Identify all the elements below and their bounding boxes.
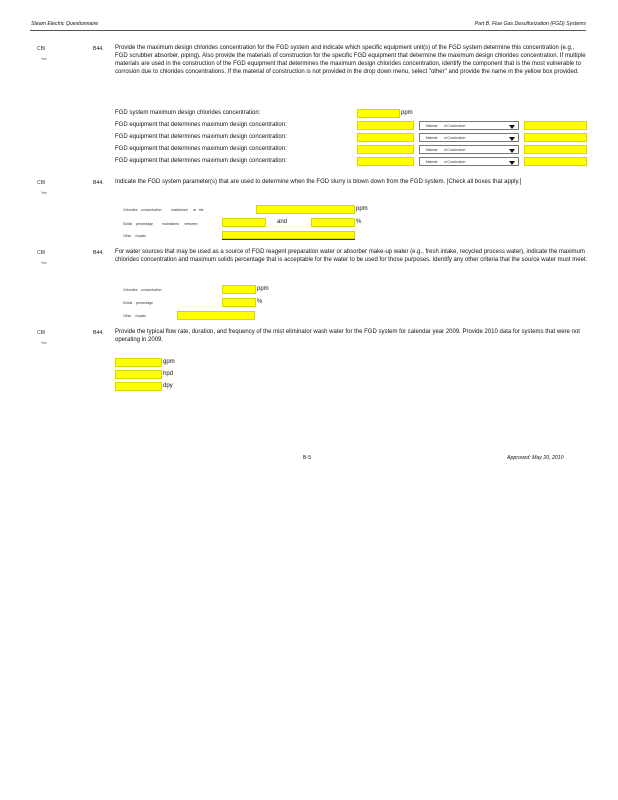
other-explain-field[interactable]: [222, 231, 355, 239]
unit-percent: %: [257, 299, 263, 305]
material-dropdown[interactable]: Material of Construction: [419, 121, 519, 130]
unit-ppm: ppm: [401, 110, 413, 116]
material-dropdown[interactable]: Material of Construction: [419, 145, 519, 154]
duration-field[interactable]: [115, 370, 162, 379]
equipment-field[interactable]: [357, 145, 414, 154]
question-text: For water sources that may be used as a source of FGD reagent preparation water or absorber make-up water (e.g., fresh intake, recycled process water), indicate the maximum chlorides concentration and maximum solids percentage that is acceptable for the water to be used for those purposes. Identify any other criteria that the source water must meet.: [115, 249, 588, 263]
equipment-field[interactable]: [357, 121, 414, 130]
chlorides-field[interactable]: [256, 205, 355, 214]
chlorides-field[interactable]: [222, 285, 256, 294]
other-material-field[interactable]: [524, 157, 587, 166]
other-criteria-field[interactable]: [177, 311, 255, 320]
cbi-label: CBI: [37, 46, 46, 52]
cbi-checkbox[interactable]: Yes: [41, 57, 47, 61]
unit-percent: %: [356, 219, 362, 225]
equipment-label: FGD equipment that determines maximum design concentration:: [115, 158, 287, 164]
cbi-checkbox[interactable]: Yes: [41, 341, 47, 345]
chevron-down-icon: [509, 149, 515, 153]
question-number: B44.: [93, 250, 104, 256]
cbi-label: CBI: [37, 180, 46, 186]
option-other[interactable]: Other explain: [123, 234, 147, 238]
option-chlorides: Chlorides concentration: [123, 288, 162, 292]
unit-dpy: dpy: [163, 383, 173, 389]
option-chlorides[interactable]: Chlorides concentration maintained at the: [123, 208, 204, 212]
option-solids: Solids percentage: [123, 301, 153, 305]
approval-date: Approved: May 20, 2010: [507, 455, 564, 461]
solids-max-field[interactable]: [311, 218, 355, 227]
equipment-label: FGD equipment that determines maximum design concentration:: [115, 146, 287, 152]
max-concentration-label: FGD system maximum design chlorides concentration:: [115, 110, 261, 116]
solids-field[interactable]: [222, 298, 256, 307]
question-number: B44.: [93, 46, 104, 52]
frequency-field[interactable]: [115, 382, 162, 391]
other-material-field[interactable]: [524, 121, 587, 130]
equipment-field[interactable]: [357, 157, 414, 166]
header-rule: [30, 30, 586, 31]
chevron-down-icon: [509, 161, 515, 165]
material-dropdown[interactable]: Material of Construction: [419, 157, 519, 166]
equipment-label: FGD equipment that determines maximum design concentration:: [115, 134, 287, 140]
question-text: Provide the typical flow rate, duration, and frequency of the mist eliminator wash water for the FGD system for calendar year 2009. Provide 2010 data for systems that were not operating in 2009.: [115, 329, 580, 343]
cbi-label: CBI: [37, 250, 46, 256]
unit-hpd: hpd: [163, 371, 174, 377]
option-other: Other explain: [123, 314, 147, 318]
unit-gpm: gpm: [163, 359, 175, 365]
equipment-field[interactable]: [357, 133, 414, 142]
chevron-down-icon: [509, 137, 515, 141]
page-number: B-5: [303, 455, 312, 461]
equipment-label: FGD equipment that determines maximum design concentration:: [115, 122, 287, 128]
chevron-down-icon: [509, 125, 515, 129]
question-number: B44.: [93, 180, 104, 186]
material-dropdown[interactable]: Material of Construction: [419, 133, 519, 142]
field-underline: [222, 239, 355, 240]
header-title: Steam Electric Questionnaire: [31, 21, 99, 27]
question-text: Provide the maximum design chlorides concentration for the FGD system and indicate which specific equipment unit(s) of the FGD system determine this concentration (e.g., FGD scrubber absorber, piping). Also provide the materials of construction for the specific FGD equipment that determine the maximum design chlorides concentration. If multiple materials are used in the construction of the FGD equipment that determines the maximum design chlorides concentration, identify the component that is the most vulnerable to corrosion due to chlorides concentrations. If the material of construction is not provided in the drop down menu, select "other" and provide the name in the yellow box provided.: [115, 45, 586, 75]
and-label: and: [277, 219, 288, 225]
other-material-field[interactable]: [524, 133, 587, 142]
header-section: Part B. Flue Gas Desulfurization (FGD) Systems: [474, 21, 586, 27]
option-solids[interactable]: Solids percentage maintained between: [123, 222, 198, 226]
flow-rate-field[interactable]: [115, 358, 162, 367]
unit-ppm: ppm: [356, 206, 368, 212]
question-number: B44.: [93, 330, 104, 336]
solids-min-field[interactable]: [222, 218, 266, 227]
other-material-field[interactable]: [524, 145, 587, 154]
max-concentration-field[interactable]: [357, 109, 400, 118]
cbi-label: CBI: [37, 330, 46, 336]
cbi-checkbox[interactable]: Yes: [41, 261, 47, 265]
question-text: Indicate the FGD system parameter(s) that are used to determine when the FGD slurry is blown down from the FGD system. [Check all boxes that apply.]: [115, 179, 522, 185]
unit-ppm: ppm: [257, 286, 269, 292]
cbi-checkbox[interactable]: Yes: [41, 191, 47, 195]
